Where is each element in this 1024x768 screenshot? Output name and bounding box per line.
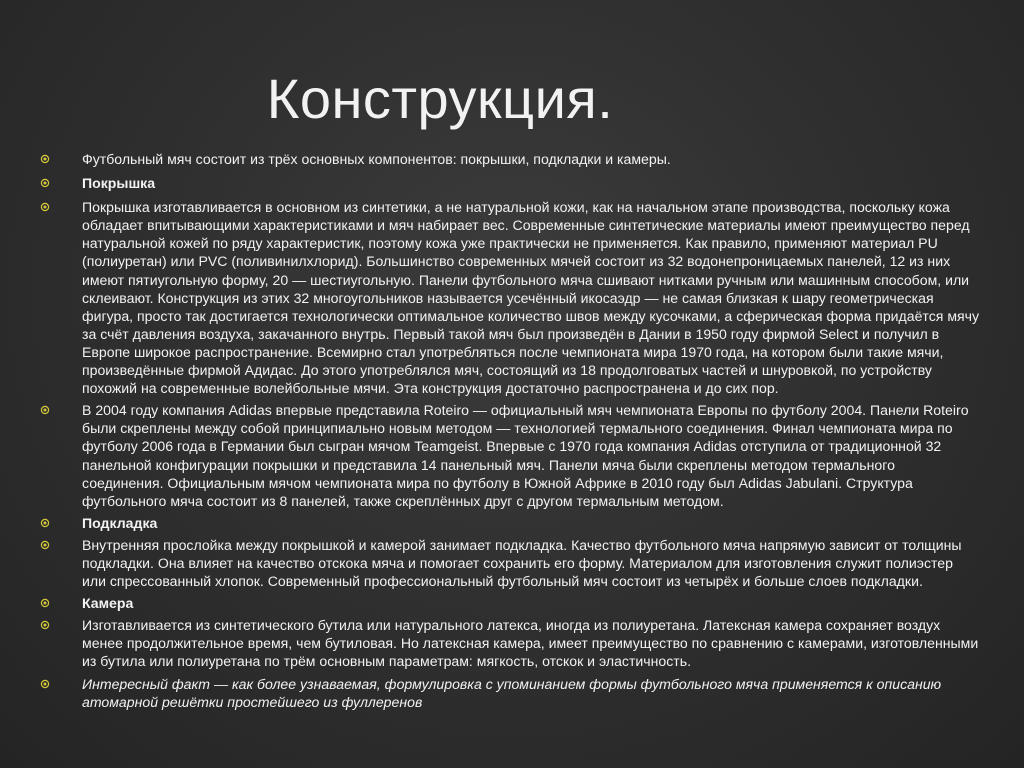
bullet-item-cover-heading: [34, 174, 980, 192]
bullet-item-cover-text: [34, 198, 980, 397]
circle-bullet-icon: [40, 598, 50, 608]
bullet-item-lining-heading: [34, 514, 980, 532]
circle-bullet-icon: [40, 405, 50, 415]
bullet-text: В 2004 году компания Adidas впервые представила Roteiro — официальный мяч чемпионата Европы по футболу 2004. Панели Roteiro были скреплены между собой принципиально новым методом — технологией термального соединения. Финал чемпионата мира по футболу 2006 года в Германии был сыгран мячом Teamgeist. Впервые с 1970 года компания Adidas отступила от традиционной 32 панельной конфигурации покрышки и представила 14 панельный мяч. Панели мяча были скреплены методом термального соединения. Официальным мячом чемпионата мира по футболу в Южной Африке в 2010 году был Adidas Jabulani. Структура футбольного мяча состоит из 8 панелей, также скреплённых друг с другом термальным методом.: [82, 402, 969, 509]
slide-title: Конструкция.: [266, 67, 614, 130]
bullet-text: Интересный факт — как более узнаваемая, формулировка с упоминанием формы футбольного мяча применяется к описанию атомарной решётки простейшего из фуллеренов: [82, 675, 942, 710]
bullet-item-lining-text: [34, 536, 980, 590]
circle-bullet-icon: [40, 178, 50, 188]
bullet-text: Покрышка изготавливается в основном из синтетики, а не натуральной кожи, как на начальном этапе производства, поскольку кожа обладает впитывающими характеристиками и мяч набирает вес. Современные синтетические материалы имеют преимущество перед натуральной кожей по ряду характеристик, поэтому кожа уже практически не применяется. Как правило, применяют материал PU (полиуретан) или PVC (поливинилхлорид). Большинство современных мячей состоит из 32 водонепроницаемых панелей, 12 из них имеют пятиугольную форму, 20 — шестиугольную. Панели футбольного мяча сшивают нитками ручным или машинным способом, или склеивают. Конструкция из этих 32 многоугольников называется усечённый икосаэдр — не самая близкая к шару геометрическая фигура, просто так достигается технологически оптимальное количество швов между кусочками, а сферическая форма придаётся мячу за счёт давления воздуха, закачанного внутрь. Первый такой мяч был произведён в Дании в 1950 году фирмой Select и получил в Европе широкое распространение. Всемирно стал употребляться после чемпионата мира 1970 года, на котором были такие мячи, произведённые фирмой Адидас. До этого употреблялся мяч, состоящий из 18 продолговатых частей и шнуровкой, по устройству похожий на современные волейбольные мячи. Эта конструкция достаточно распространена и до сих пор.: [82, 199, 980, 397]
bullet-item-bladder-text: [34, 616, 980, 670]
bullet-text: Камера: [82, 595, 134, 612]
slide-body: [34, 150, 980, 711]
bullet-text: Футбольный мяч состоит из трёх основных компонентов: покрышки, подкладки и камеры.: [82, 151, 671, 167]
circle-bullet-icon: [40, 154, 50, 164]
bullet-text: Изготавливается из синтетического бутила или натурального латекса, иногда из полиуретана. Латексная камера сохраняет воздух менее продолжительное время, чем бутиловая. Но латексная камера, имеет преимущество по сравнению с камерами, изготовленными из бутила или полиуретана по трём основным параметрам: мягкость, отскок и эластичность.: [82, 617, 979, 670]
circle-bullet-icon: [40, 540, 50, 550]
bullet-item-adidas: [34, 401, 980, 510]
bullet-text: Покрышка: [82, 175, 156, 192]
circle-bullet-icon: [40, 620, 50, 630]
bullet-text: Внутренняя прослойка между покрышкой и камерой занимает подкладка. Качество футбольного мяча напрямую зависит от толщины подкладки. Она влияет на качество отскока мяча и помогает сохранить его форму. Материалом для изготовления служит полиэстер или спрессованный хлопок. Современный профессиональный футбольный мяч состоит из четырёх и больше слоев подкладки.: [82, 536, 962, 590]
bullet-item-fun-fact: [34, 675, 980, 711]
circle-bullet-icon: [40, 202, 50, 212]
bullet-item-intro: [34, 150, 980, 168]
circle-bullet-icon: [40, 518, 50, 528]
bullet-item-bladder-heading: [34, 594, 980, 612]
circle-bullet-icon: [40, 679, 50, 689]
bullet-text: Подкладка: [82, 514, 158, 531]
